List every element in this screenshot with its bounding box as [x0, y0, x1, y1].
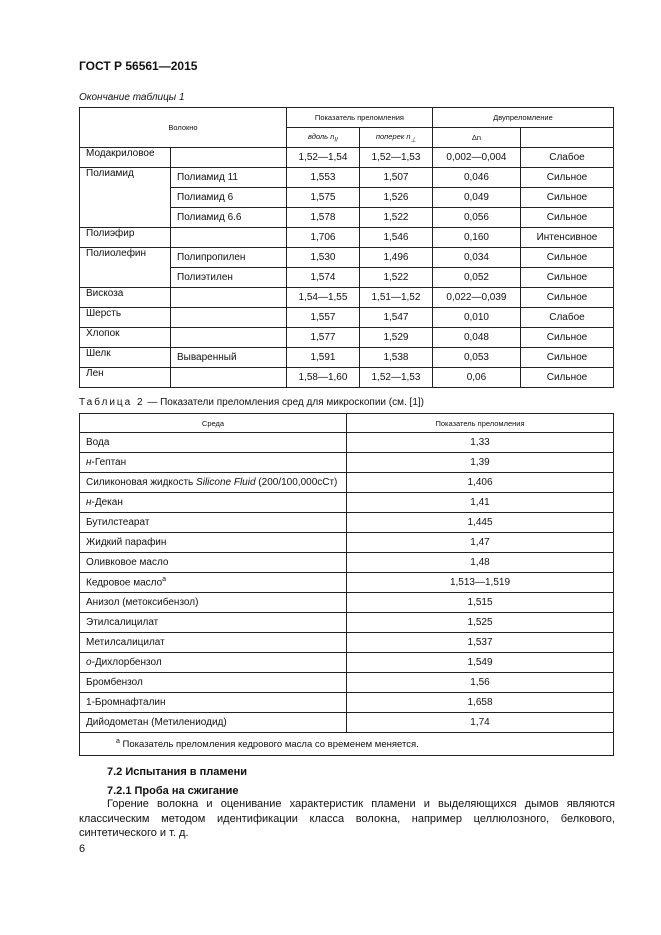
along-cell: 1,58—1,60 [286, 368, 359, 388]
birefringence-cell: Сильное [520, 328, 613, 348]
index-cell: 1,48 [347, 553, 614, 573]
subtype-cell: Полиамид 6 [171, 188, 287, 208]
subtype-cell: Полиамид 6.6 [171, 208, 287, 228]
index-cell: 1,74 [347, 713, 614, 733]
table2-caption: Таблица 2 — Показатели преломления сред для микроскопии (см. [1]) [79, 397, 424, 408]
table-row [80, 613, 614, 633]
across-cell: 1,529 [359, 328, 432, 348]
document-header: ГОСТ Р 56561—2015 [79, 59, 198, 73]
fiber-cell: Вискоза [80, 288, 171, 308]
index-cell: 1,537 [347, 633, 614, 653]
delta-cell: 0,022—0,039 [432, 288, 520, 308]
fiber-cell: Полиамид [80, 168, 171, 228]
delta-cell: 0,160 [432, 228, 520, 248]
fiber-cell: Шерсть [80, 308, 171, 328]
table-row [80, 493, 614, 513]
table-row [80, 148, 614, 168]
along-cell: 1,578 [286, 208, 359, 228]
medium-cell: Этилсалицилат [80, 613, 347, 633]
along-cell: 1,52—1,54 [286, 148, 359, 168]
birefringence-cell: Сильное [520, 188, 613, 208]
birefringence-cell: Сильное [520, 368, 613, 388]
index-cell: 1,47 [347, 533, 614, 553]
medium-cell: Оливковое масло [80, 553, 347, 573]
col-across: поперек $n_\perp$ [359, 128, 432, 148]
col-along: вдоль $n_{II}$ [286, 128, 359, 148]
across-cell: 1,52—1,53 [359, 148, 432, 168]
across-cell: 1,538 [359, 348, 432, 368]
across-cell: 1,496 [359, 248, 432, 268]
subtype-cell [171, 148, 287, 168]
medium-cell: н-Гептан [80, 453, 347, 473]
across-cell: 1,522 [359, 208, 432, 228]
along-cell: 1,553 [286, 168, 359, 188]
media-refraction-table [79, 413, 614, 756]
col-refraction: Показатель преломления [286, 108, 432, 128]
subtype-cell: Полиамид 11 [171, 168, 287, 188]
birefringence-cell: Слабое [520, 308, 613, 328]
table-row [80, 308, 614, 328]
table-row [80, 653, 614, 673]
section-paragraph: Горение волокна и оценивание характеристик пламени и выделяющихся дымов являются классическим методом идентификации класса волокна, например целлюлозного, белкового, синтетического и т. д. [79, 798, 615, 839]
page-number: 6 [79, 843, 86, 855]
birefringence-cell: Сильное [520, 248, 613, 268]
table-row [80, 673, 614, 693]
birefringence-cell: Сильное [520, 168, 613, 188]
fiber-refraction-table [79, 107, 614, 388]
across-cell: 1,507 [359, 168, 432, 188]
medium-cell: о-Дихлорбензол [80, 653, 347, 673]
table-row [80, 288, 614, 308]
medium-cell: Анизол (метоксибензол) [80, 593, 347, 613]
delta-cell: 0,002—0,004 [432, 148, 520, 168]
index-cell: 1,515 [347, 593, 614, 613]
table-row [80, 433, 614, 453]
table-row [80, 368, 614, 388]
section-7-2-title: 7.2 Испытания в пламени [107, 766, 248, 778]
fiber-cell: Хлопок [80, 328, 171, 348]
fiber-cell: Шелк [80, 348, 171, 368]
col-birefringence: Двупреломление [432, 108, 613, 128]
along-cell: 1,54—1,55 [286, 288, 359, 308]
index-cell: 1,513—1,519 [347, 573, 614, 593]
index-cell: 1,549 [347, 653, 614, 673]
delta-cell: 0,010 [432, 308, 520, 328]
subtype-cell: Вываренный [171, 348, 287, 368]
birefringence-cell: Сильное [520, 348, 613, 368]
along-cell: 1,557 [286, 308, 359, 328]
along-cell: 1,577 [286, 328, 359, 348]
index-cell: 1,406 [347, 473, 614, 493]
col-delta: Δn [432, 128, 520, 148]
across-cell: 1,547 [359, 308, 432, 328]
across-cell: 1,526 [359, 188, 432, 208]
index-cell: 1,33 [347, 433, 614, 453]
subtype-cell [171, 288, 287, 308]
col-fiber: Волокно [80, 108, 287, 148]
fiber-cell: Полиолефин [80, 248, 171, 288]
table-row [80, 513, 614, 533]
index-cell: 1,56 [347, 673, 614, 693]
medium-cell: Силиконовая жидкость Silicone Fluid (200/100,000сСт) [80, 473, 347, 493]
table1-caption: Окончание таблицы 1 [79, 92, 185, 103]
delta-cell: 0,048 [432, 328, 520, 348]
subtype-cell: Полипропилен [171, 248, 287, 268]
table-row [80, 553, 614, 573]
subtype-cell [171, 328, 287, 348]
across-cell: 1,546 [359, 228, 432, 248]
along-cell: 1,591 [286, 348, 359, 368]
delta-cell: 0,06 [432, 368, 520, 388]
along-cell: 1,575 [286, 188, 359, 208]
table-row [80, 573, 614, 593]
section-7-2-1-title: 7.2.1 Проба на сжигание [107, 785, 239, 797]
fiber-cell: Лен [80, 368, 171, 388]
table2-footnote: $^а$ Показатель преломления кедрового масла со временем меняется. [80, 733, 614, 756]
index-cell: 1,39 [347, 453, 614, 473]
along-cell: 1,574 [286, 268, 359, 288]
table-row [80, 533, 614, 553]
table-row [80, 453, 614, 473]
table-row [80, 593, 614, 613]
medium-cell: Метилсалицилат [80, 633, 347, 653]
birefringence-cell: Сильное [520, 288, 613, 308]
delta-cell: 0,053 [432, 348, 520, 368]
col-index: Показатель преломления [347, 414, 614, 433]
across-cell: 1,51—1,52 [359, 288, 432, 308]
along-cell: 1,706 [286, 228, 359, 248]
delta-cell: 0,056 [432, 208, 520, 228]
table-row [80, 473, 614, 493]
fiber-cell: Модакриловое [80, 148, 171, 168]
subtype-cell [171, 228, 287, 248]
birefringence-cell: Интенсивное [520, 228, 613, 248]
table-row [80, 693, 614, 713]
index-cell: 1,658 [347, 693, 614, 713]
fiber-cell: Полиэфир [80, 228, 171, 248]
subtype-cell [171, 368, 287, 388]
medium-cell: Жидкий парафин [80, 533, 347, 553]
delta-cell: 0,052 [432, 268, 520, 288]
index-cell: 1,525 [347, 613, 614, 633]
medium-cell: Дийодометан (Метилениодид) [80, 713, 347, 733]
subtype-cell [171, 308, 287, 328]
delta-cell: 0,034 [432, 248, 520, 268]
table-row [80, 168, 614, 188]
table-row [80, 328, 614, 348]
across-cell: 1,52—1,53 [359, 368, 432, 388]
medium-cell: Бромбензол [80, 673, 347, 693]
index-cell: 1,445 [347, 513, 614, 533]
table-row [80, 228, 614, 248]
delta-cell: 0,046 [432, 168, 520, 188]
subtype-cell: Полиэтилен [171, 268, 287, 288]
birefringence-cell: Сильное [520, 268, 613, 288]
medium-cell: 1-Бромнафталин [80, 693, 347, 713]
delta-cell: 0,049 [432, 188, 520, 208]
table-row [80, 248, 614, 268]
along-cell: 1,530 [286, 248, 359, 268]
medium-cell: Вода [80, 433, 347, 453]
birefringence-cell: Слабое [520, 148, 613, 168]
table-row [80, 713, 614, 733]
medium-cell: н-Декан [80, 493, 347, 513]
medium-cell: Бутилстеарат [80, 513, 347, 533]
col-bi-blank [520, 128, 613, 148]
across-cell: 1,522 [359, 268, 432, 288]
table-row [80, 633, 614, 653]
birefringence-cell: Сильное [520, 208, 613, 228]
table-row [80, 348, 614, 368]
medium-cell: Кедровое масло$^а$ [80, 573, 347, 593]
index-cell: 1,41 [347, 493, 614, 513]
col-medium: Среда [80, 414, 347, 433]
